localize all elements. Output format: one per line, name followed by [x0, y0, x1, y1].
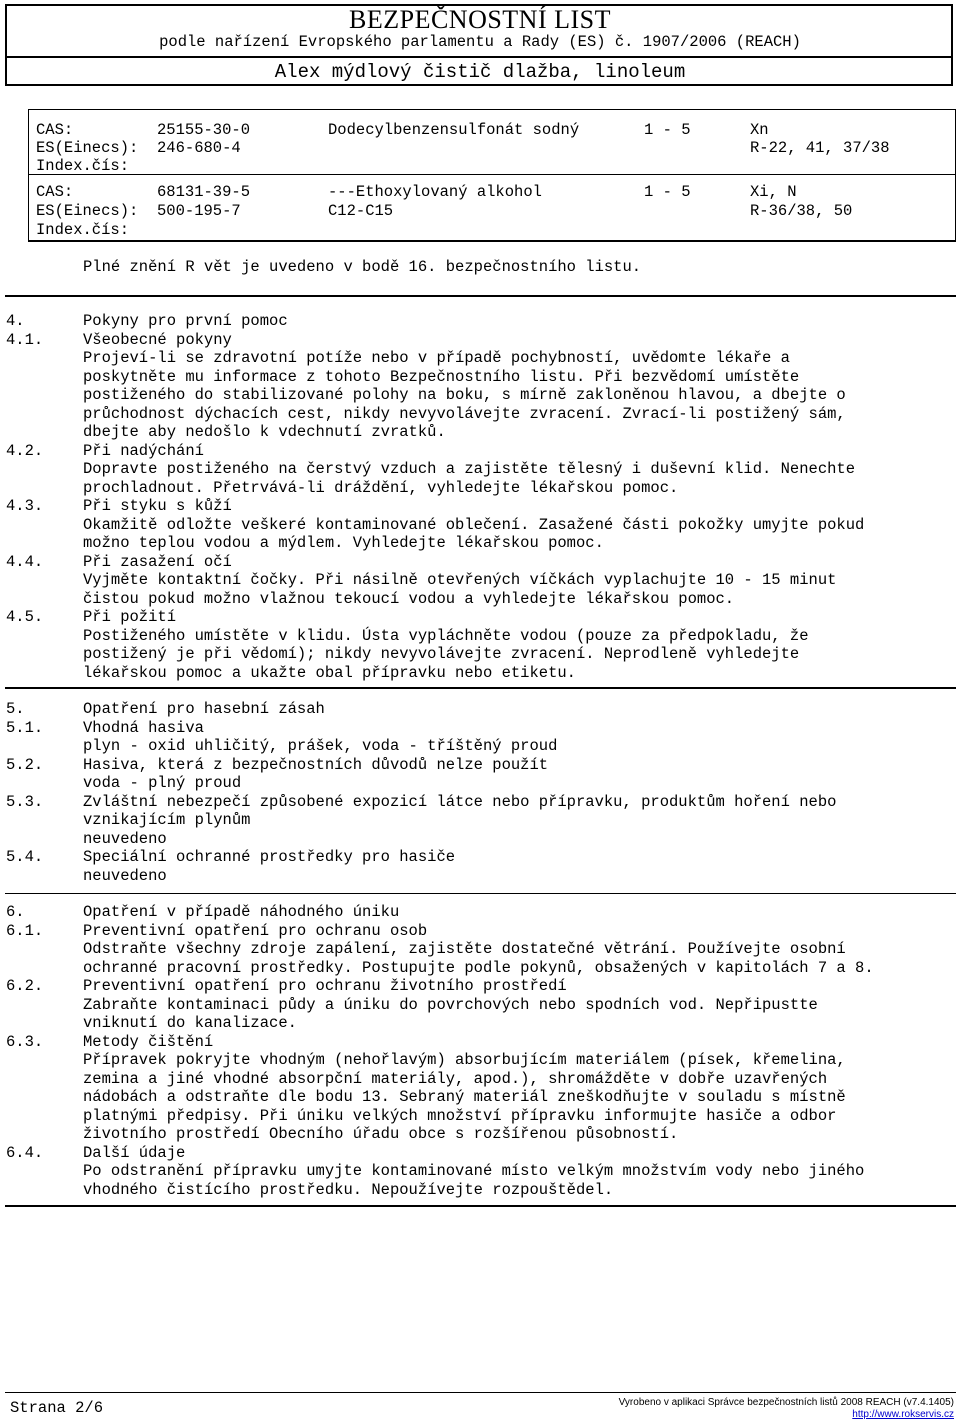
concentration-range: 1 - 5: [644, 121, 691, 139]
subsection-number: 6.1.: [6, 921, 44, 940]
paragraph-line: platnými předpisy. Při úniku velkých množství přípravku informujte hasiče a odbor: [83, 1106, 837, 1125]
index-label: Index.čís:: [36, 157, 130, 175]
paragraph-line: ochranné pracovní prostředky. Postupujte podle pokynů, obsažených v kapitolách 7 a 8.: [83, 958, 874, 977]
subsection-number: 4.3.: [6, 497, 44, 515]
es-label: ES(Einecs):: [36, 139, 139, 157]
subsection-heading-cont: vznikajícím plynům: [83, 811, 251, 829]
paragraph-line: Dopravte postiženého na čerstvý vzduch a zajistěte tělesný i duševní klid. Nenechte: [83, 460, 856, 478]
subsection-number: 5.4.: [6, 848, 44, 866]
page-number: Strana 2/6: [10, 1399, 104, 1417]
section-end-rule: [5, 1205, 956, 1207]
es-number: 500-195-7: [157, 202, 241, 220]
risk-phrases: R-36/38, 50: [750, 202, 853, 220]
header-divider: [5, 56, 953, 58]
paragraph-line: čistou pokud možno vlažnou tekoucí vodou a vyhledejte lékařskou pomoc.: [83, 589, 735, 608]
paragraph-line: možno teplou vodou a mýdlem. Vyhledejte lékařskou pomoc.: [83, 534, 604, 552]
paragraph-line: Po odstranění přípravku umyjte kontaminované místo velkým množstvím vody nebo jiného: [83, 1162, 865, 1180]
paragraph-line: vhodného čistícího prostředku. Nepoužívejte rozpouštědel.: [83, 1180, 614, 1199]
subsection-heading: Při nadýchání: [83, 441, 204, 460]
paragraph-line: dbejte aby nedošlo k vdechnutí zvratků.: [83, 423, 446, 441]
es-number: 246-680-4: [157, 139, 241, 157]
subsection-number: 5.1.: [6, 718, 44, 737]
document-title: BEZPEČNOSTNÍ LIST: [349, 5, 611, 34]
subsection-number: 4.1.: [6, 330, 44, 349]
subsection-number: 5.3.: [6, 792, 44, 811]
paragraph-line: vniknutí do kanalizace.: [83, 1014, 297, 1032]
paragraph-line: plyn - oxid uhličitý, prášek, voda - tříštěný proud: [83, 737, 558, 755]
hazard-symbol: Xi, N: [750, 183, 797, 201]
risk-phrases: R-22, 41, 37/38: [750, 139, 890, 157]
paragraph-line: poskytněte mu informace z tohoto Bezpečnostního listu. Při bezvědomí umístěte: [83, 367, 800, 386]
paragraph-line: lékařskou pomoc a ukažte obal přípravku nebo etiketu.: [83, 663, 576, 682]
section-heading: Opatření pro hasební zásah: [83, 700, 325, 718]
paragraph-line: neuvedeno: [83, 829, 167, 848]
component-name: Dodecylbenzensulfonát sodný: [328, 121, 580, 139]
paragraph-line: Vyjměte kontaktní čočky. Při násilně otevřených víčkách vyplachujte 10 - 15 minut: [83, 571, 837, 589]
subsection-number: 6.4.: [6, 1143, 44, 1162]
paragraph-line: prochladnout. Přetrvává-li dráždění, vyhledejte lékařskou pomoc.: [83, 478, 679, 497]
subsection-heading: Preventivní opatření pro ochranu životního prostředí: [83, 977, 567, 995]
paragraph-line: zemina a jiné vhodné absorpční materiály, apod.), shromážděte v dobře uzavřených: [83, 1069, 828, 1088]
footer-rule: [5, 1392, 956, 1393]
component-name: ---Ethoxylovaný alkohol: [328, 183, 542, 201]
subsection-number: 4.5.: [6, 608, 44, 626]
subsection-heading: Zvláštní nebezpečí způsobené expozicí látce nebo přípravku, produktům hoření nebo: [83, 792, 837, 811]
subsection-heading: Při zasažení očí: [83, 552, 232, 571]
cas-label: CAS:: [36, 183, 74, 201]
paragraph-line: postižený je při vědomí); nikdy nevyvolávejte zvracení. Neprodleně vyhledejte: [83, 645, 800, 663]
section-number: 6.: [6, 903, 25, 921]
paragraph-line: voda - plný proud: [83, 774, 242, 792]
subsection-number: 4.2.: [6, 441, 44, 460]
cas-label: CAS:: [36, 121, 74, 139]
product-name: Alex mýdlový čistič dlažba, linoleum: [274, 61, 686, 83]
subsection-heading: Preventivní opatření pro ochranu osob: [83, 921, 428, 940]
subsection-number: 4.4.: [6, 552, 44, 571]
paragraph-line: průchodnost dýchacích cest, nikdy nevyvolávejte zvracení. Zvrací-li postižený sám,: [83, 404, 846, 423]
subsection-heading: Metody čištění: [83, 1032, 214, 1051]
subsection-heading: Vhodná hasiva: [83, 718, 204, 737]
generator-credit: [619, 1397, 954, 1421]
paragraph-line: Přípravek pokryjte vhodným (nehořlavým) absorbujícím materiálem (písek, křemelina,: [83, 1051, 846, 1069]
paragraph-line: Postiženého umístěte v klidu. Ústa vypláchněte vodou (pouze za předpokladu, že: [83, 626, 809, 645]
section-number: 4.: [6, 312, 25, 330]
subsection-heading: Při styku s kůží: [83, 497, 232, 515]
index-label: Index.čís:: [36, 221, 130, 239]
paragraph-line: Zabraňte kontaminaci půdy a úniku do povrchových nebo spodních vod. Nepřipustte: [83, 995, 818, 1014]
cas-number: 25155-30-0: [157, 121, 251, 139]
section-4-rule: [5, 295, 956, 297]
subsection-heading: Při požití: [83, 608, 177, 626]
r-phrases-note: Plné znění R vět je uvedeno v bodě 16. bezpečnostního listu.: [83, 258, 642, 276]
concentration-range: 1 - 5: [644, 183, 691, 201]
section-heading: Pokyny pro první pomoc: [83, 312, 288, 330]
paragraph-line: Odstraňte všechny zdroje zapálení, zajistěte dostatečné větrání. Používejte osobní: [83, 940, 846, 958]
hazard-symbol: Xn: [750, 121, 769, 139]
paragraph-line: neuvedeno: [83, 866, 167, 885]
es-label: ES(Einecs):: [36, 202, 139, 220]
subsection-heading: Všeobecné pokyny: [83, 330, 232, 349]
vendor-link[interactable]: http://www.rokservis.cz: [852, 1409, 954, 1420]
section-heading: Opatření v případě náhodného úniku: [83, 903, 400, 921]
subsection-number: 6.2.: [6, 977, 44, 995]
subsection-number: 5.2.: [6, 755, 44, 774]
regulation-subtitle: podle nařízení Evropského parlamentu a Rady (ES) č. 1907/2006 (REACH): [159, 33, 801, 51]
paragraph-line: Projeví-li se zdravotní potíže nebo v případě pochybností, uvědomte lékaře a: [83, 349, 790, 367]
subsection-number: 6.3.: [6, 1032, 44, 1051]
cas-number: 68131-39-5: [157, 183, 251, 201]
generator-text: Vyrobeno v aplikaci Správce bezpečnostních listů 2008 REACH (v7.4.1405): [618, 1397, 954, 1408]
subsection-heading: Hasiva, která z bezpečnostních důvodů nelze použít: [83, 755, 549, 774]
section-5-rule: [5, 687, 956, 689]
section-number: 5.: [6, 700, 25, 718]
paragraph-line: Okamžitě odložte veškeré kontaminované oblečení. Zasažené části pokožky umyjte pokud: [83, 515, 865, 534]
paragraph-line: postiženého do stabilizované polohy na boku, s mírně zakloněnou hlavou, a dbejte o: [83, 386, 846, 404]
subsection-heading: Další údaje: [83, 1143, 186, 1162]
component-name-line2: C12-C15: [328, 202, 394, 220]
subsection-heading: Speciální ochranné prostředky pro hasiče: [83, 848, 456, 866]
components-divider: [28, 174, 956, 175]
paragraph-line: nádobách a odstraňte dle bodu 13. Sebraný materiál zneškodňujte v souladu s místně: [83, 1088, 846, 1106]
section-6-rule: [5, 893, 956, 894]
paragraph-line: životního prostředí Obecního úřadu obce s rozšířenou působností.: [83, 1125, 679, 1143]
